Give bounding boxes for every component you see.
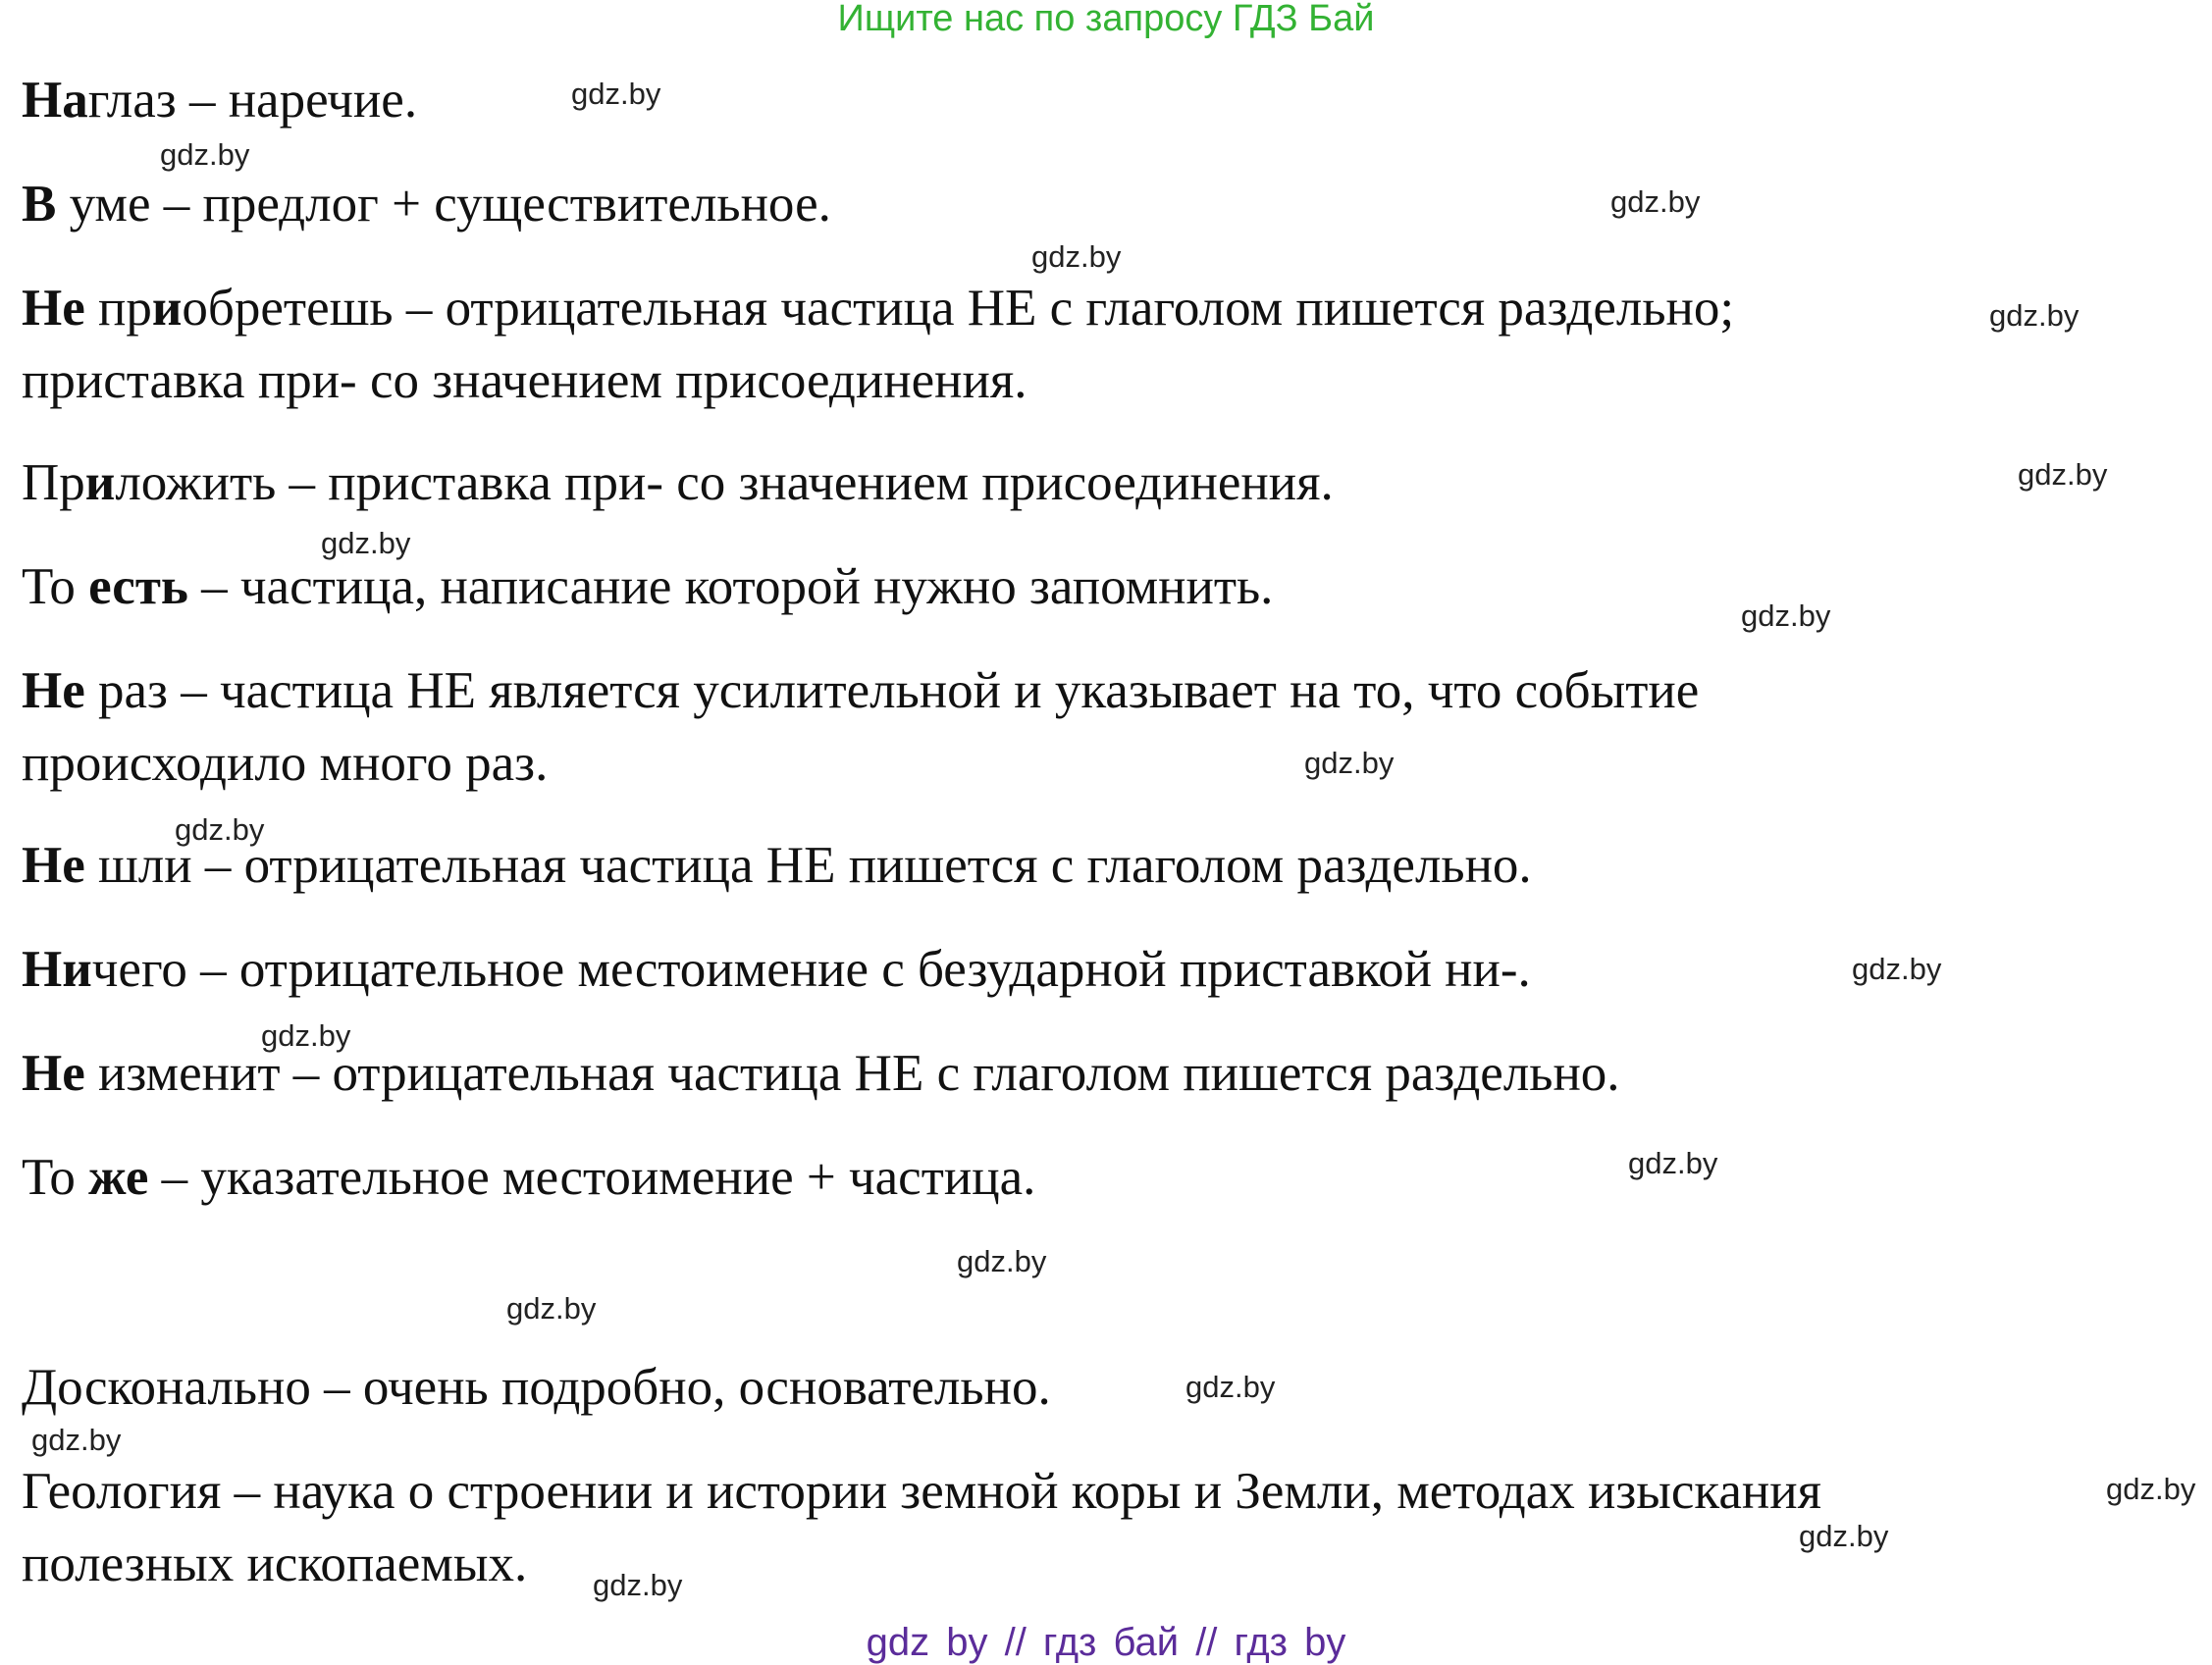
text-line bbox=[22, 1358, 1051, 1417]
text-fragment: ложить – приставка при- со значением присоединения. bbox=[115, 454, 1334, 511]
text-fragment: полезных ископаемых. bbox=[22, 1535, 528, 1592]
watermark: gdz.by bbox=[321, 526, 411, 560]
watermark: gdz.by bbox=[2018, 457, 2108, 492]
text-fragment: То bbox=[22, 558, 89, 615]
bold-fragment: Не bbox=[22, 662, 85, 719]
text-fragment: приставка при- со значением присоединения. bbox=[22, 352, 1027, 409]
text-fragment: Пр bbox=[22, 454, 85, 511]
text-fragment: обретешь – отрицательная частица НЕ с глаголом пишется раздельно; bbox=[182, 280, 1735, 337]
text-line bbox=[22, 453, 1334, 512]
text-fragment: – указательное местоимение + частица. bbox=[148, 1149, 1036, 1206]
bold-fragment: В bbox=[22, 176, 57, 233]
watermark: gdz.by bbox=[1852, 952, 1942, 986]
watermark: gdz.by bbox=[1031, 239, 1122, 274]
text-fragment: изменит – отрицательная частица НЕ с глаголом пишется раздельно. bbox=[84, 1045, 1620, 1102]
bold-fragment: есть bbox=[88, 558, 188, 615]
header-banner: Ищите нас по запросу ГДЗ Бай bbox=[837, 0, 1375, 39]
text-line bbox=[22, 351, 1027, 410]
watermark: gdz.by bbox=[2106, 1472, 2196, 1506]
text-line bbox=[22, 1535, 527, 1593]
text-fragment: Досконально – очень подробно, основательно. bbox=[22, 1359, 1051, 1416]
watermark: gdz.by bbox=[1799, 1519, 1889, 1553]
text-fragment: уме – предлог + существительное. bbox=[56, 176, 831, 233]
text-line bbox=[22, 1148, 1035, 1207]
bold-fragment: Ни bbox=[22, 941, 92, 998]
watermark: gdz.by bbox=[593, 1568, 683, 1602]
watermark: gdz.by bbox=[957, 1244, 1047, 1278]
bold-fragment: и bbox=[151, 280, 183, 337]
text-fragment: чего – отрицательное местоимение с безударной приставкой ни-. bbox=[91, 941, 1531, 998]
watermark: gdz.by bbox=[1304, 746, 1395, 780]
watermark: gdz.by bbox=[1628, 1146, 1718, 1180]
text-fragment: – частица, написание которой нужно запомнить. bbox=[187, 558, 1274, 615]
watermark: gdz.by bbox=[571, 77, 661, 111]
watermark: gdz.by bbox=[160, 137, 250, 172]
text-fragment: глаз – наречие. bbox=[87, 72, 418, 129]
text-line bbox=[22, 1462, 1821, 1521]
text-fragment: шли – отрицательная частица НЕ пишется с глаголом раздельно. bbox=[84, 837, 1532, 894]
text-fragment: Геология – наука о строении и истории земной коры и Земли, методах изыскания bbox=[22, 1463, 1821, 1520]
watermark: gdz.by bbox=[1741, 598, 1831, 633]
text-line bbox=[22, 940, 1531, 999]
watermark: gdz.by bbox=[506, 1291, 597, 1326]
watermark: gdz.by bbox=[1185, 1370, 1276, 1404]
bold-fragment: Не bbox=[22, 837, 85, 894]
text-line bbox=[22, 661, 1699, 720]
bold-fragment: Не bbox=[22, 280, 85, 337]
text-fragment: пр bbox=[84, 280, 152, 337]
bold-fragment: и bbox=[84, 454, 116, 511]
text-fragment: происходило много раз. bbox=[22, 735, 549, 792]
watermark: gdz.by bbox=[261, 1018, 351, 1053]
watermark: gdz.by bbox=[175, 812, 265, 847]
text-fragment: То bbox=[22, 1149, 89, 1206]
watermark: gdz.by bbox=[1610, 184, 1701, 219]
bold-fragment: Не bbox=[22, 1045, 85, 1102]
text-line bbox=[22, 279, 1734, 338]
text-line bbox=[22, 175, 831, 234]
text-line bbox=[22, 557, 1273, 616]
watermark: gdz.by bbox=[31, 1423, 122, 1457]
footer-links: gdz by // гдз бай // гдз by bbox=[866, 1621, 1346, 1664]
text-line bbox=[22, 71, 417, 130]
bold-fragment: же bbox=[88, 1149, 149, 1206]
watermark: gdz.by bbox=[1989, 298, 2080, 333]
bold-fragment: На bbox=[22, 72, 88, 129]
text-fragment: раз – частица НЕ является усилительной и указывает на то, что событие bbox=[84, 662, 1700, 719]
text-line bbox=[22, 734, 548, 793]
